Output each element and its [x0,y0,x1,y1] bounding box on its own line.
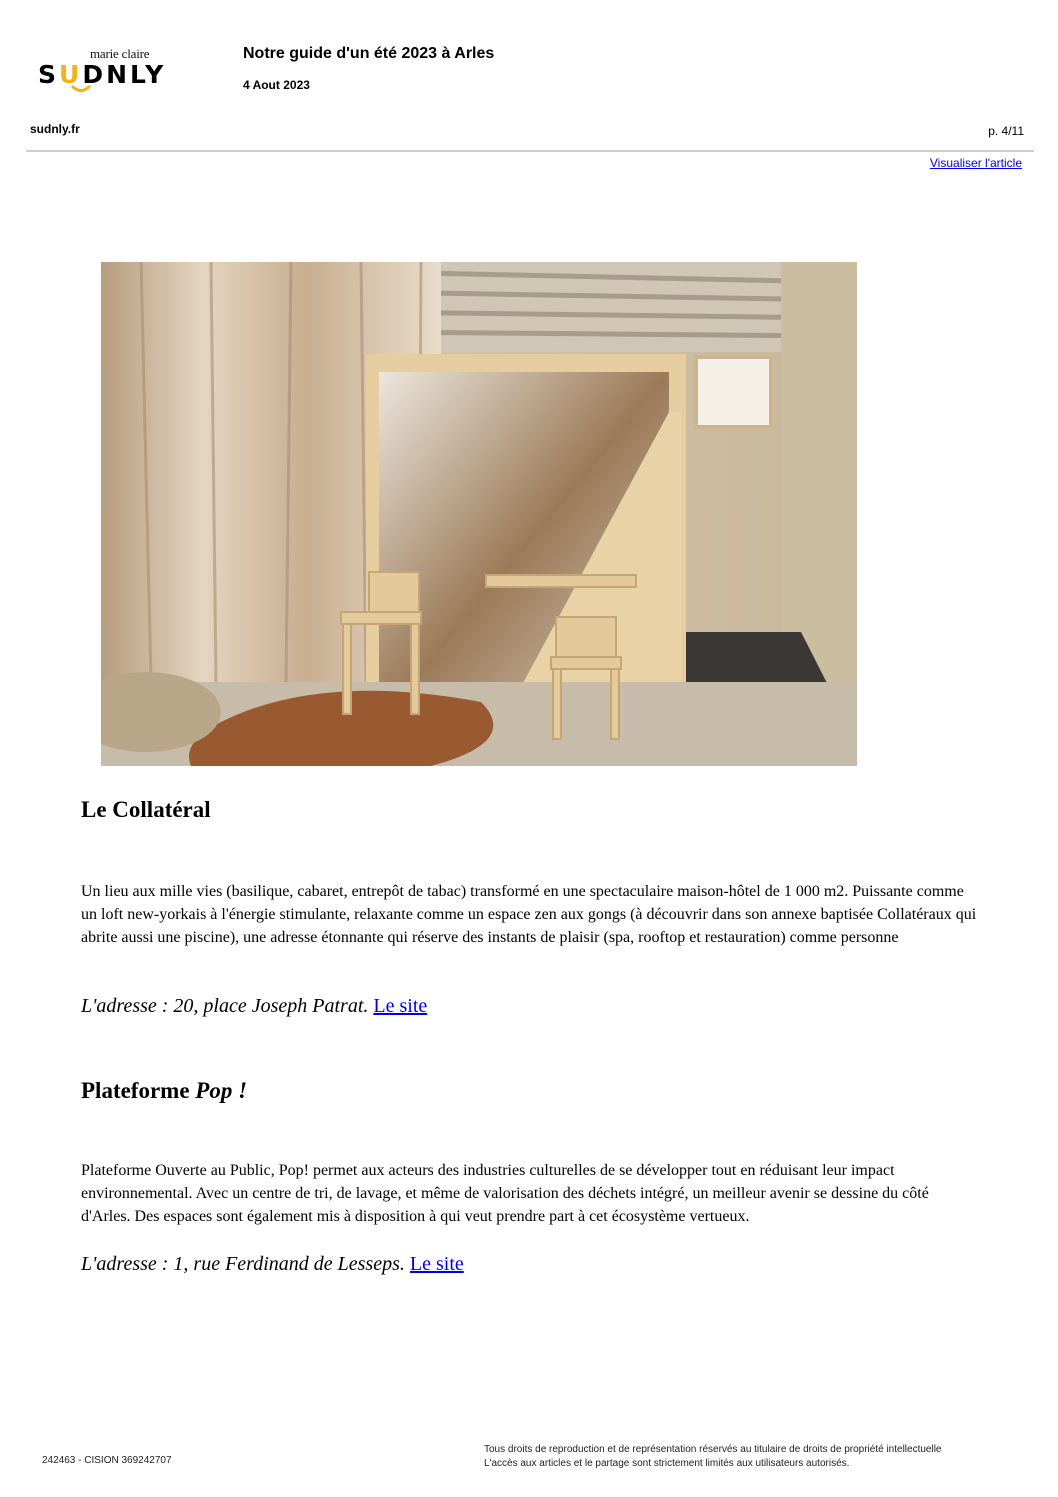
section-heading-plateforme-pop [81,1078,247,1104]
section-heading-le-collateral: Le Collatéral [81,797,211,822]
page-number: p. 4/11 [988,124,1024,138]
source-site: sudnly.fr [30,122,80,136]
address-le-collateral [81,995,427,1018]
footer-cision-id: 242463 - CISION 369242707 [42,1455,172,1466]
section-body-plateforme-pop: Plateforme Ouverte au Public, Pop! permet aux acteurs des industries culturelles de se développer tout en réduisant leur impact environnemental. Avec un centre de tri, de lavage, et même de valorisation des déchets intégré, un meilleur avenir se dessine du côté d'Arles. Des espaces sont également mis à disposition à qui veut prendre part à cet écosystème vertueux. [81,1162,929,1225]
sudnly-logo [38,46,188,96]
address-plateforme-pop [81,1253,464,1276]
logo-marie-claire: marie claire [90,46,150,61]
heading-main-text: Plateforme [81,1078,190,1103]
le-site-link[interactable]: Le site [409,1253,464,1275]
footer-rights-line-1: Tous droits de reproduction et de représentation réservés au titulaire de droits de propriété intellectuelle [484,1444,942,1455]
section-body-le-collateral: Un lieu aux mille vies (basilique, cabaret, entrepôt de tabac) transformé en une spectaculaire maison-hôtel de 1 000 m2. Puissante comme un loft new-yorkais à l'énergie stimulante, relaxante comme un espace zen aux gongs (à découvrir dans son annexe baptisée Collatéraux qui abrite aussi une piscine), une adresse étonnante qui réserve des instants de plaisir (spa, rooftop et restauration) comme personne [81,883,977,946]
le-site-link[interactable]: Le site [373,995,428,1017]
address-text: L'adresse : 1, rue Ferdinand de Lesseps. [81,1253,405,1275]
heading-italic-text: Pop ! [195,1078,248,1103]
address-text: L'adresse : 20, place Joseph Patrat. [81,995,369,1017]
footer-rights [484,1443,942,1471]
footer-rights-line-2: L'accès aux articles et le partage sont strictement limités aux utilisateurs autorisés. [484,1458,850,1469]
article-title: Notre guide d'un été 2023 à Arles [243,45,495,62]
logo-wordmark [38,60,166,89]
hotel-room-photo [101,262,857,766]
logo-wordmark-text: SUDNLY [38,60,167,89]
view-article-link[interactable]: Visualiser l'article [929,156,1022,170]
header-divider [26,150,1034,152]
logo-smile-icon [69,84,93,94]
article-date: 4 Aout 2023 [243,78,310,92]
